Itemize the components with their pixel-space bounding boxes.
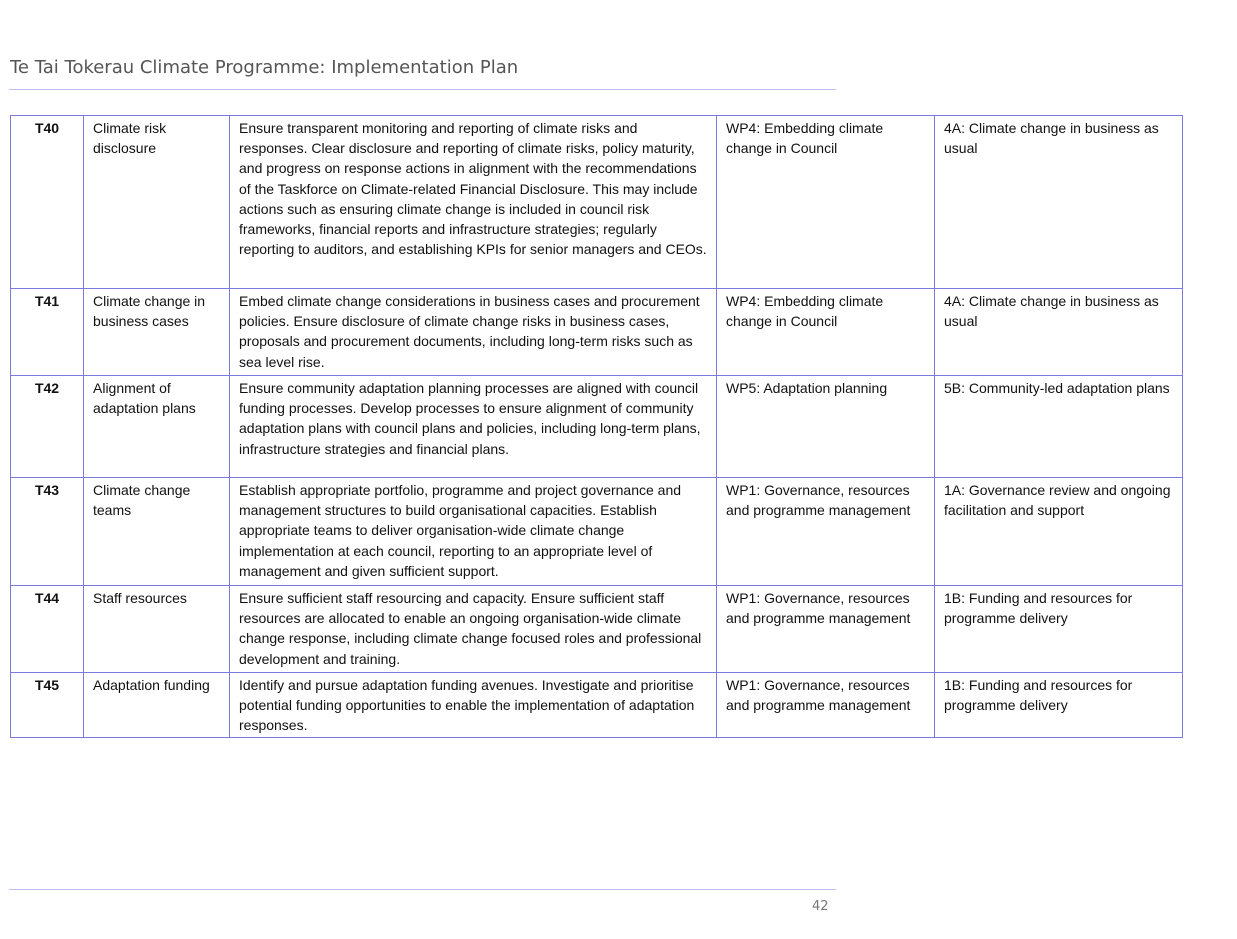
task-name: Alignment of adaptation plans xyxy=(84,376,230,478)
task-outcome: 5B: Community-led adaptation plans xyxy=(935,376,1183,478)
task-outcome: 1A: Governance review and ongoing facilitation and support xyxy=(935,478,1183,586)
task-workstream: WP4: Embedding climate change in Council xyxy=(717,289,935,376)
task-workstream: WP1: Governance, resources and programme management xyxy=(717,586,935,673)
task-description: Ensure sufficient staff resourcing and capacity. Ensure sufficient staff resources are allocated to enable an ongoing organisation-wide climate change response, including climate change focused roles and professional development and training. xyxy=(230,586,717,673)
implementation-table xyxy=(10,115,1183,738)
task-outcome: 4A: Climate change in business as usual xyxy=(935,116,1183,289)
table-row xyxy=(11,376,1183,478)
task-code: T42 xyxy=(11,376,84,478)
task-name: Climate risk disclosure xyxy=(84,116,230,289)
task-code: T45 xyxy=(11,673,84,738)
task-outcome: 1B: Funding and resources for programme delivery xyxy=(935,586,1183,673)
task-outcome: 4A: Climate change in business as usual xyxy=(935,289,1183,376)
task-code: T44 xyxy=(11,586,84,673)
task-workstream: WP5: Adaptation planning xyxy=(717,376,935,478)
page-title: Te Tai Tokerau Climate Programme: Implementation Plan xyxy=(10,57,519,78)
task-description: Establish appropriate portfolio, programme and project governance and management structures to build organisational capacities. Establish appropriate teams to deliver organisation-wide climate change implementation at each council, reporting to an appropriate level of management and given sufficient support. xyxy=(230,478,717,586)
table-row xyxy=(11,116,1183,289)
table-row xyxy=(11,478,1183,586)
task-description: Identify and pursue adaptation funding avenues. Investigate and prioritise potential funding opportunities to enable the implementation of adaptation responses. xyxy=(230,673,717,738)
table-row xyxy=(11,586,1183,673)
task-code: T41 xyxy=(11,289,84,376)
task-code: T40 xyxy=(11,116,84,289)
task-name: Climate change teams xyxy=(84,478,230,586)
page-number: 42 xyxy=(812,899,829,914)
table-row xyxy=(11,289,1183,376)
task-name: Adaptation funding xyxy=(84,673,230,738)
task-description: Ensure community adaptation planning processes are aligned with council funding processes. Develop processes to ensure alignment of community adaptation plans with council plans and policies, including long-term plans, infrastructure strategies and financial plans. xyxy=(230,376,717,478)
task-description: Embed climate change considerations in business cases and procurement policies. Ensure disclosure of climate change risks in business cases, proposals and procurement documents, including long-term risks such as sea level rise. xyxy=(230,289,717,376)
header-divider xyxy=(9,89,836,90)
task-workstream: WP1: Governance, resources and programme management xyxy=(717,673,935,738)
task-outcome: 1B: Funding and resources for programme delivery xyxy=(935,673,1183,738)
task-name: Staff resources xyxy=(84,586,230,673)
footer-divider xyxy=(9,889,836,890)
task-code: T43 xyxy=(11,478,84,586)
task-name: Climate change in business cases xyxy=(84,289,230,376)
task-description: Ensure transparent monitoring and reporting of climate risks and responses. Clear disclosure and reporting of climate risks, policy maturity, and progress on response actions in alignment with the recommendations of the Taskforce on Climate-related Financial Disclosure. This may include actions such as ensuring climate change is included in council risk frameworks, financial reports and infrastructure strategies; regularly reporting to auditors, and establishing KPIs for senior managers and CEOs. xyxy=(230,116,717,289)
task-workstream: WP1: Governance, resources and programme management xyxy=(717,478,935,586)
task-workstream: WP4: Embedding climate change in Council xyxy=(717,116,935,289)
table-row xyxy=(11,673,1183,738)
